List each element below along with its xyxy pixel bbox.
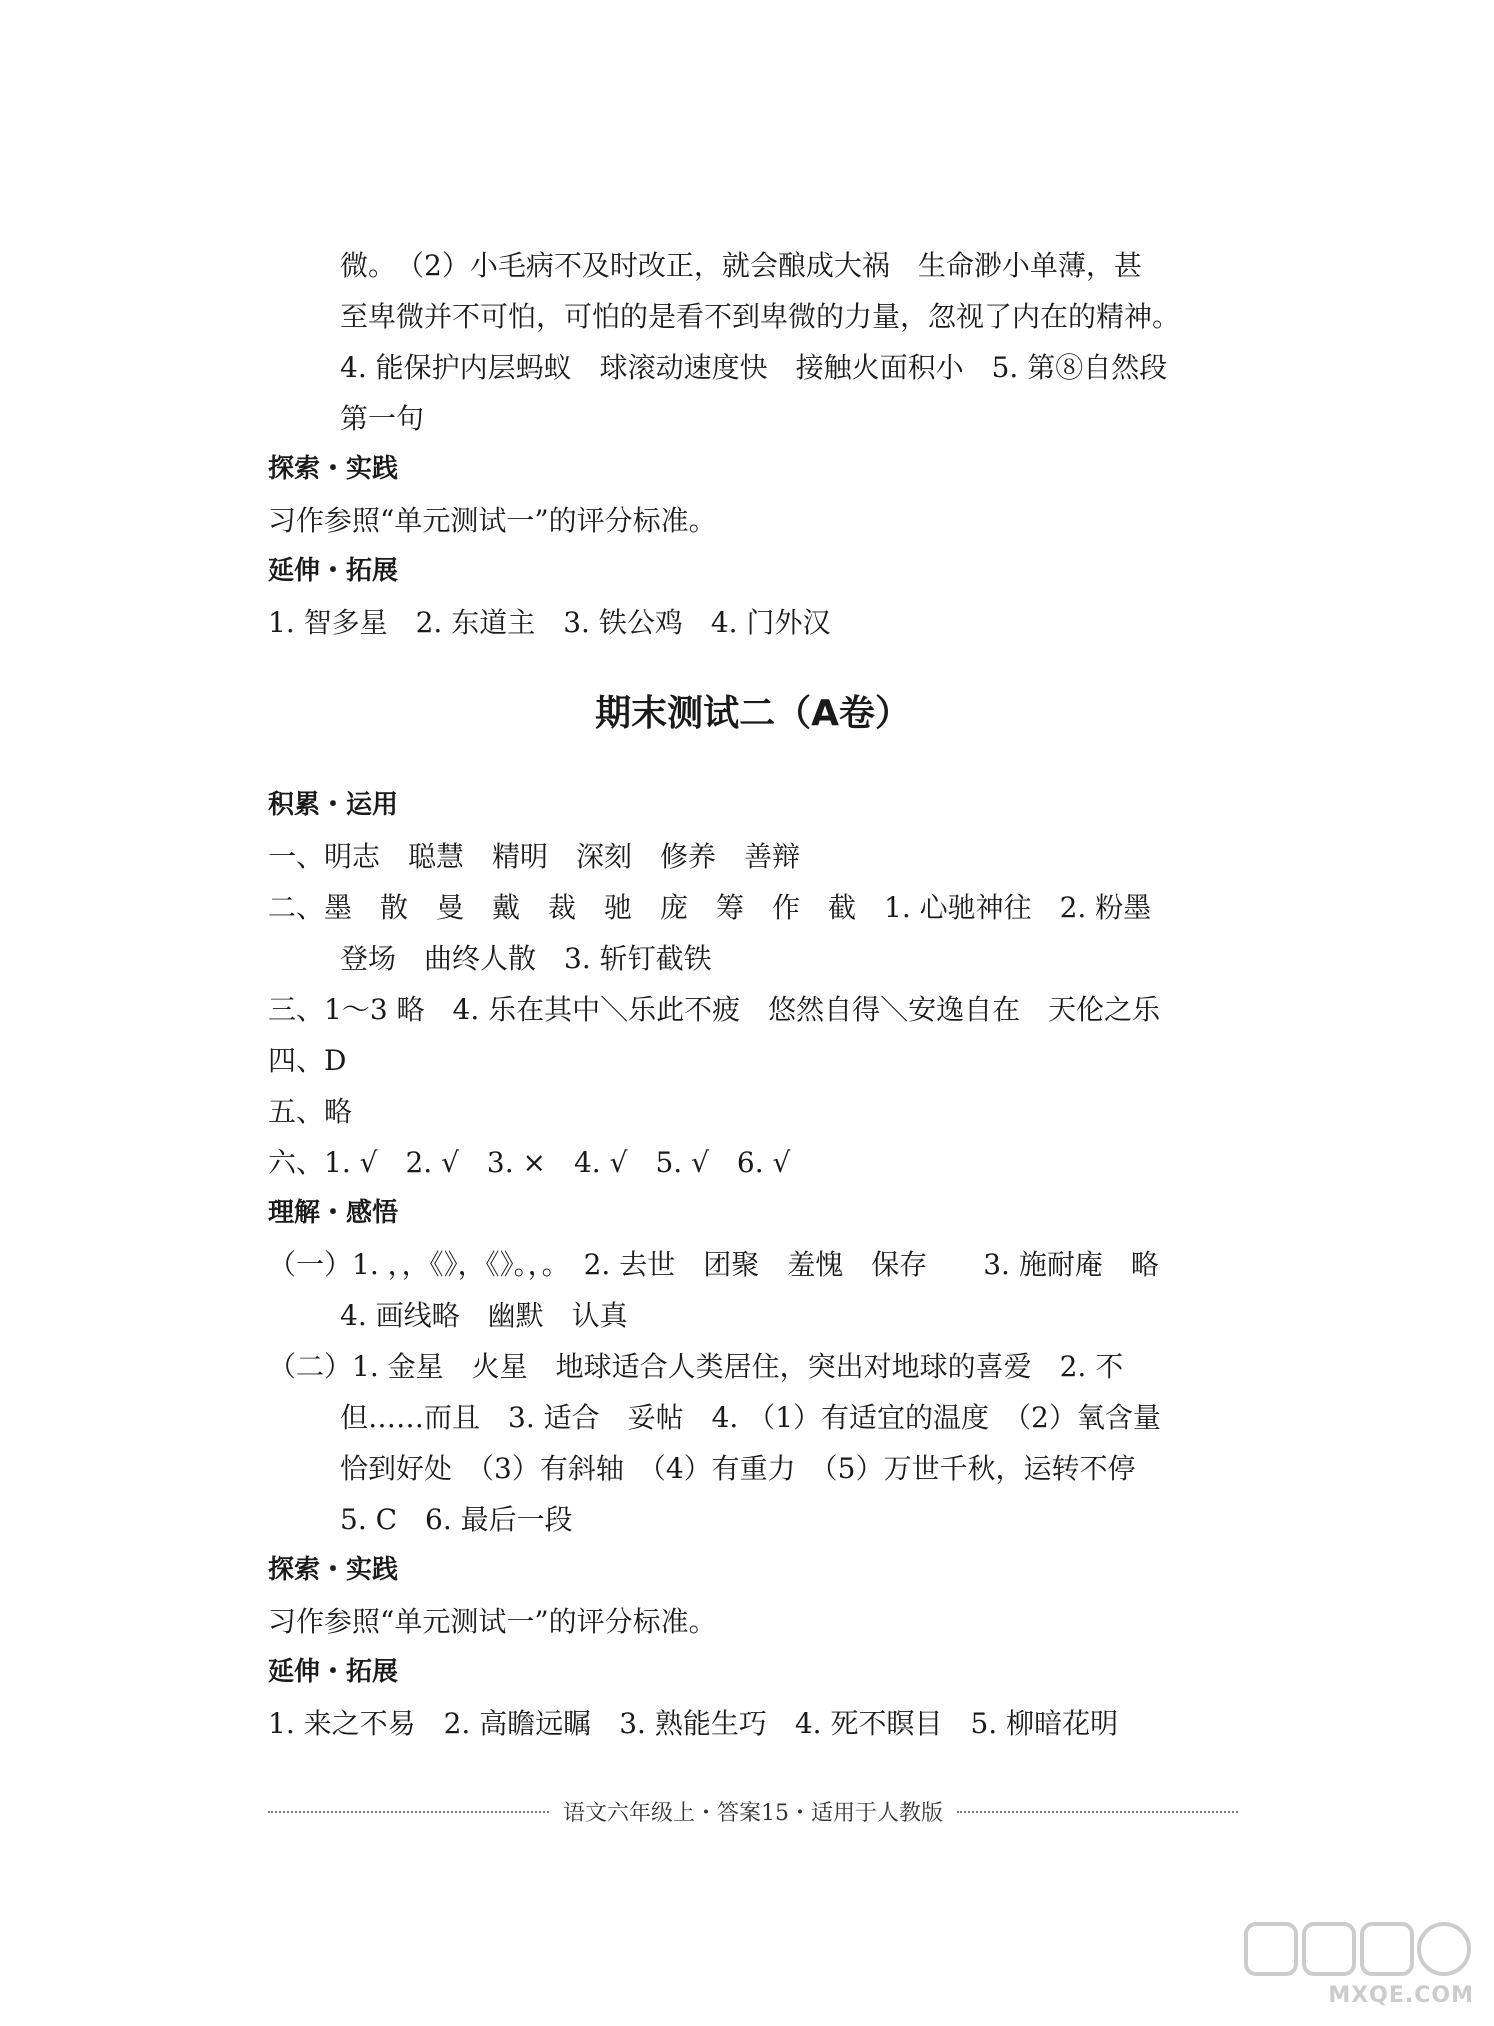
answer-line: 三、1～3 略 4. 乐在其中＼乐此不疲 悠然自得＼安逸自在 天伦之乐 xyxy=(268,993,1161,1026)
answer-line: 但……而且 3. 适合 妥帖 4. （1）有适宜的温度 （2）氧含量 xyxy=(340,1401,1161,1434)
section-heading-explore: 探索・实践 xyxy=(268,454,399,484)
answer-line: 习作参照“单元测试一”的评分标准。 xyxy=(268,504,717,537)
answer-line: 4. 画线略 幽默 认真 xyxy=(340,1299,628,1332)
answer-line: 登场 曲终人散 3. 斩钉截铁 xyxy=(340,942,712,975)
answer-line: 六、1. √ 2. √ 3. × 4. √ 5. √ 6. √ xyxy=(268,1146,791,1179)
watermark-text: MXQE.COM xyxy=(1328,1983,1474,2008)
answer-line: 五、略 xyxy=(268,1095,353,1128)
section-heading-understand: 理解・感悟 xyxy=(268,1198,399,1228)
footer-text: 语文六年级上・答案15・适用于人教版 xyxy=(563,1801,943,1826)
watermark-logo xyxy=(1244,1918,1474,2008)
answer-line: （二）1. 金星 火星 地球适合人类居住，突出对地球的喜爱 2. 不 xyxy=(268,1350,1124,1383)
answer-line: 1. 智多星 2. 东道主 3. 铁公鸡 4. 门外汉 xyxy=(268,606,831,639)
answer-line: 5. C 6. 最后一段 xyxy=(340,1503,573,1536)
answer-line: 微。 （2）小毛病不及时改正，就会酿成大祸 生命渺小单薄，甚 xyxy=(340,249,1142,282)
section-heading-extend: 延伸・拓展 xyxy=(268,1657,399,1687)
footer-divider-left xyxy=(268,1811,549,1813)
watermark-logo-icon xyxy=(1244,1918,1474,1984)
answer-line: 一、明志 聪慧 精明 深刻 修养 善辩 xyxy=(268,840,801,873)
exam-title: 期末测试二（A卷） xyxy=(595,693,911,734)
page-content xyxy=(268,240,1238,1749)
answer-line: 第一句 xyxy=(340,402,425,435)
answer-line: 4. 能保护内层蚂蚁 球滚动速度快 接触火面积小 5. 第⑧自然段 xyxy=(340,351,1168,384)
section-heading-explore: 探索・实践 xyxy=(268,1555,399,1585)
answer-line: 二、墨 散 曼 戴 裁 驰 庞 筹 作 截 1. 心驰神往 2. 粉墨 xyxy=(268,891,1152,924)
answer-line: 习作参照“单元测试一”的评分标准。 xyxy=(268,1605,717,1638)
section-heading-accumulate: 积累・运用 xyxy=(268,790,399,820)
footer-divider-right xyxy=(957,1811,1238,1813)
answer-line: 至卑微并不可怕，可怕的是看不到卑微的力量，忽视了内在的精神。 xyxy=(340,300,1181,333)
answer-line: 1. 来之不易 2. 高瞻远瞩 3. 熟能生巧 4. 死不瞑目 5. 柳暗花明 xyxy=(268,1707,1119,1740)
answer-line: （一）1. ，，《》，《》。，。 2. 去世 团聚 羞愧 保存 3. 施耐庵 略 xyxy=(268,1248,1159,1281)
answer-line: 四、D xyxy=(268,1044,347,1077)
answer-line: 恰到好处 （3）有斜轴 （4）有重力 （5）万世千秋，运转不停 xyxy=(340,1452,1136,1485)
page-footer xyxy=(268,1796,1238,1827)
section-heading-extend: 延伸・拓展 xyxy=(268,556,399,586)
